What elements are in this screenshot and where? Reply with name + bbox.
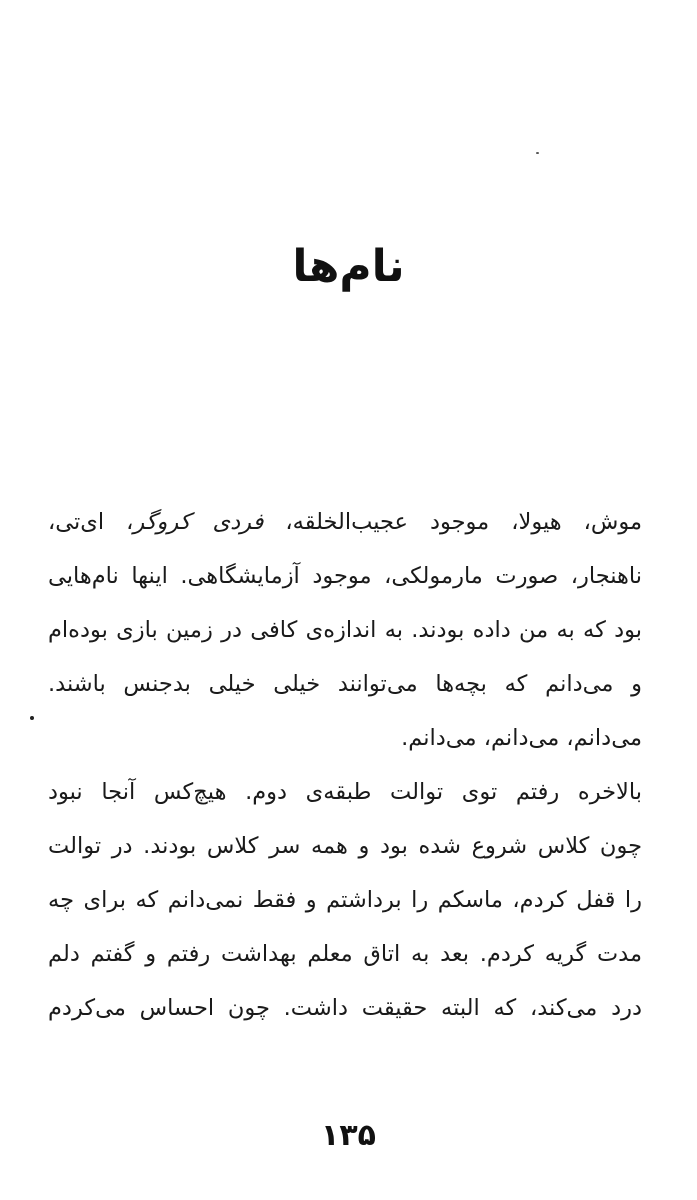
print-speck <box>536 152 539 154</box>
paragraph-line: می‌دانم، می‌دانم، می‌دانم. <box>401 725 642 751</box>
paragraph-line: را قفل کردم، ماسکم را برداشتم و فقط نمی‌دانم که برای چه <box>48 887 642 913</box>
paragraph-line: ناهنجار، صورت مارمولکی، موجود آزمایشگاهی. اینها نام‌هایی <box>48 563 642 589</box>
paragraph-line: چون کلاس شروع شده بود و همه سر کلاس بودند. در توالت <box>48 833 642 859</box>
paragraph-line: درد می‌کند، که البته حقیقت داشت. چون احساس می‌کردم <box>48 995 642 1021</box>
page-number: ۱۳۵ <box>321 1118 376 1153</box>
paragraph-line: بود که به من داده بودند. به اندازه‌ی کافی در زمین بازی بوده‌ام <box>48 617 642 643</box>
paragraph-line: مدت گریه کردم. بعد به اتاق معلم بهداشت رفتم و گفتم دلم <box>48 941 642 967</box>
paragraph-line: موش، هیولا، موجود عجیب‌الخلقه، فردی کروگر، ای‌تی، <box>48 509 643 535</box>
body-text <box>48 495 642 1035</box>
chapter-title: نام‌ها <box>292 241 405 292</box>
print-speck <box>30 716 34 720</box>
paragraph-line: و می‌دانم که بچه‌ها می‌توانند خیلی خیلی بدجنس باشند. <box>48 671 642 697</box>
paragraph-line: بالاخره رفتم توی توالت طبقه‌ی دوم. هیچ‌کس آنجا نبود <box>48 779 642 805</box>
italic-name: فردی کروگر <box>133 509 264 535</box>
